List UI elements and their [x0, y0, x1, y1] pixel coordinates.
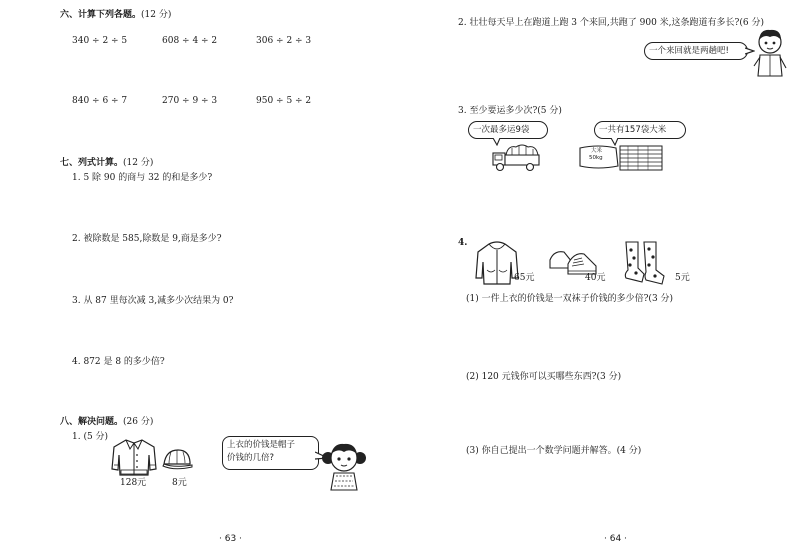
bubble-line-1: 上衣的价钱是帽子	[227, 440, 296, 450]
question-4-label: 4.	[458, 238, 468, 248]
truck-bubble-text: 一次最多运9袋	[473, 125, 530, 135]
cap-illustration	[160, 446, 194, 472]
question-2: 2. 壮壮每天早上在跑道上跑 3 个来回,共跑了 900 米,这条跑道有多长?(6 分)	[458, 18, 764, 28]
section-8-heading	[60, 417, 153, 428]
girl-character-illustration	[322, 438, 366, 492]
calc-problem: 840 ÷ 6 ÷ 7	[72, 96, 128, 106]
section-6-heading	[60, 10, 171, 21]
question-7-3: 3. 从 87 里每次减 3,减多少次结果为 0?	[72, 296, 234, 306]
jacket-price: 65元	[514, 273, 535, 283]
truck-illustration	[490, 141, 542, 173]
calc-problem: 340 ÷ 2 ÷ 5	[72, 36, 128, 46]
question-4-3: (3) 你自己提出一个数学问题并解答。(4 分)	[466, 446, 642, 456]
section-6-title: 六、计算下列各题。	[60, 10, 142, 20]
rice-bubble-text: 一共有157袋大米	[599, 125, 667, 135]
boy-character-illustration	[752, 26, 788, 78]
section-8-title: 八、解决问题。	[60, 417, 124, 427]
boy-speech-bubble	[644, 42, 748, 60]
calc-problem: 608 ÷ 4 ÷ 2	[162, 36, 218, 46]
socks-price: 5元	[675, 273, 690, 283]
section-7-heading	[60, 158, 153, 169]
calc-problem: 306 ÷ 2 ÷ 3	[256, 36, 312, 46]
question-4-1: (1) 一件上衣的价钱是一双袜子价钱的多少倍?(3 分)	[466, 294, 674, 304]
rice-bubble	[594, 121, 686, 139]
section-8-score: (26 分)	[123, 417, 154, 427]
question-7-1: 1. 5 除 90 的商与 32 的和是多少?	[72, 173, 213, 183]
section-6-score: (12 分)	[141, 10, 172, 20]
coat-illustration	[110, 437, 158, 477]
question-7-4: 4. 872 是 8 的多少倍?	[72, 357, 165, 367]
truck-bubble	[468, 121, 548, 139]
section-7-title: 七、列式计算。	[60, 158, 124, 168]
section-7-score: (12 分)	[123, 158, 154, 168]
coat-price: 128元	[120, 478, 147, 488]
shoes-price: 40元	[585, 273, 606, 283]
calc-problem: 950 ÷ 5 ÷ 2	[256, 96, 312, 106]
page-number-right: · 64 ·	[604, 534, 627, 544]
question-bubble	[222, 436, 319, 470]
boy-bubble-text: 一个来回就是两趟吧!	[649, 46, 729, 56]
hat-price: 8元	[172, 478, 187, 488]
question-8-1-label: 1. (5 分)	[72, 432, 109, 442]
question-7-2: 2. 被除数是 585,除数是 9,商是多少?	[72, 234, 222, 244]
question-4-2: (2) 120 元钱你可以买哪些东西?(3 分)	[466, 372, 622, 382]
socks-illustration	[622, 240, 666, 286]
bubble-line-2: 价钱的几倍?	[227, 453, 275, 463]
sack-label-rice: 大米	[591, 148, 603, 154]
page-number-left: · 63 ·	[219, 534, 242, 544]
sack-label-weight: 50kg	[589, 155, 603, 161]
question-3: 3. 至少要运多少次?(5 分)	[458, 106, 562, 116]
calc-problem: 270 ÷ 9 ÷ 3	[162, 96, 218, 106]
